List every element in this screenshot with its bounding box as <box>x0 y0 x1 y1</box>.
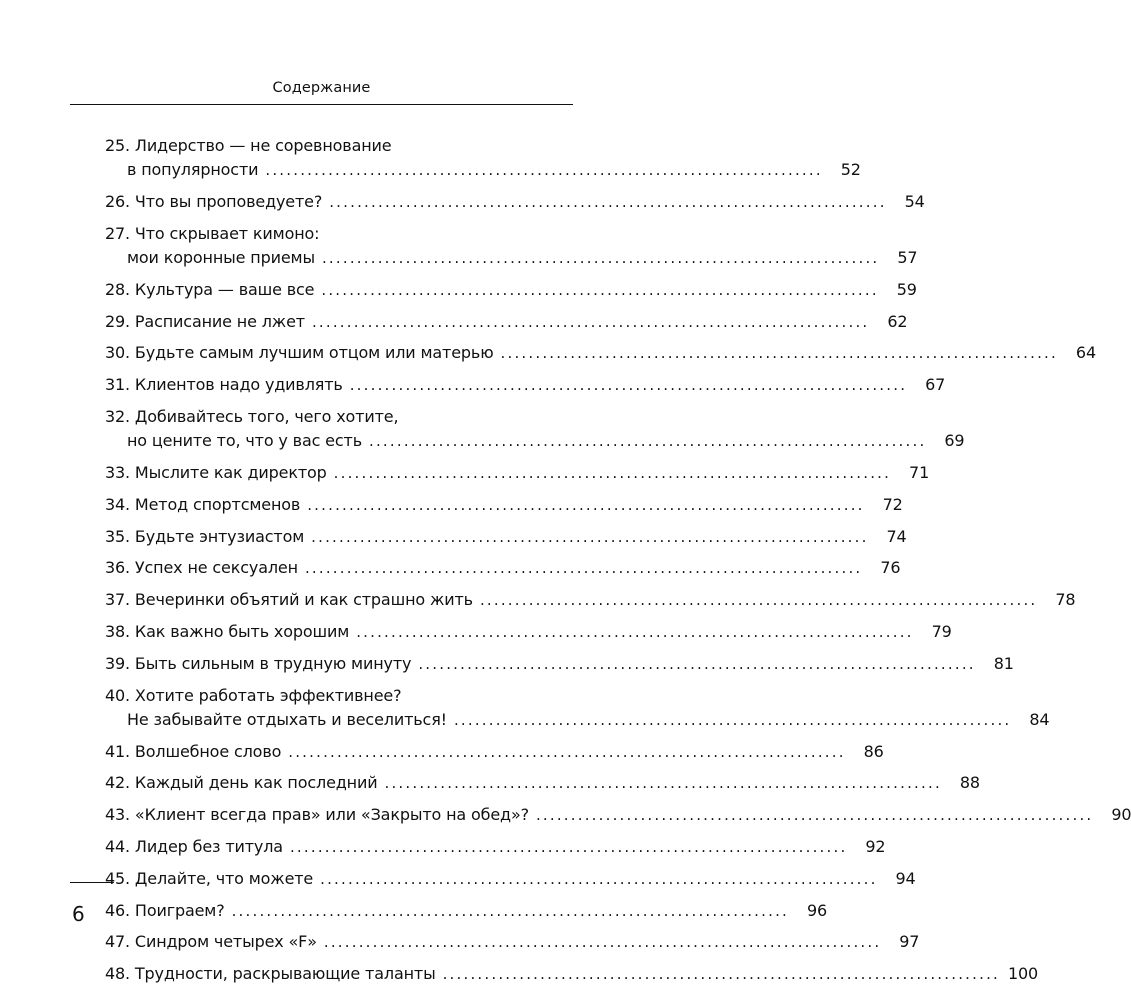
toc-leader-dots: ................................................................................ <box>500 344 1058 363</box>
toc-leader-dots: ................................................................................ <box>442 965 1001 984</box>
toc-entry-line-with-page <box>105 835 886 859</box>
toc-entry <box>105 493 903 517</box>
toc-entry-page: 59 <box>896 279 917 299</box>
toc-entry-page: 97 <box>899 932 920 952</box>
toc-entry-line-with-page <box>105 246 918 270</box>
toc-entry-line-with-page <box>105 556 901 580</box>
toc-entry-page: 90 <box>1111 805 1131 825</box>
toc-entry-title: 38. Как важно быть хорошим <box>105 621 350 641</box>
toc-entry-title: 42. Каждый день как последний <box>105 773 378 793</box>
toc-entry-page: 52 <box>840 160 861 179</box>
toc-leader-dots: ................................................................................ <box>356 622 914 641</box>
header-rule <box>70 104 573 105</box>
toc-leader-dots: ................................................................................ <box>329 193 887 211</box>
toc-entry-line <box>105 134 541 158</box>
toc-entry-title: 39. Быть сильным в трудную минуту <box>105 653 412 673</box>
toc-leader-dots: ................................................................................ <box>265 161 823 179</box>
toc-entry-line-with-page <box>105 803 1131 827</box>
toc-leader-dots: ................................................................................ <box>333 463 892 482</box>
toc-entry-title: 25. Лидерство — не соревнование <box>105 136 392 155</box>
toc-entry <box>105 556 901 580</box>
toc-entry-title: 30. Будьте самым лучшим отцом или матерью <box>105 343 494 363</box>
toc-entry-title: в популярности <box>127 160 259 179</box>
toc-entry-line-with-page <box>105 962 1039 986</box>
toc-entry <box>105 867 916 891</box>
toc-entry-title: 37. Вечеринки объятий и как страшно жить <box>105 590 473 610</box>
toc-entry-line-with-page <box>105 341 1096 365</box>
toc-leader-dots: ................................................................................ <box>418 654 976 673</box>
toc-entry-page: 69 <box>944 430 965 450</box>
toc-entry-title: 28. Культура — ваше все <box>105 279 315 299</box>
toc-entry-line-with-page <box>105 620 952 644</box>
toc-leader-dots: ................................................................................ <box>368 431 927 450</box>
toc-entry-page: 54 <box>904 192 925 211</box>
toc-leader-dots: ................................................................................ <box>311 527 869 546</box>
toc-entry-page: 72 <box>882 494 903 514</box>
toc-leader-dots: ................................................................................ <box>307 495 865 514</box>
toc-entry-line-with-page <box>105 867 916 891</box>
toc-entry-page: 86 <box>863 741 884 761</box>
toc-leader-dots: ................................................................................ <box>323 933 882 952</box>
toc-entry-title: 40. Хотите работать эффективнее? <box>105 685 402 705</box>
toc-entry <box>105 899 828 923</box>
toc-entry <box>105 588 1076 612</box>
toc-entry-line-with-page <box>105 310 908 334</box>
toc-leader-dots: ................................................................................ <box>453 710 1012 729</box>
toc-entry-page: 84 <box>1029 709 1050 729</box>
toc-entry <box>105 740 884 764</box>
toc-entry-page: 67 <box>925 375 946 395</box>
toc-entry <box>105 620 952 644</box>
toc-entry-title: Не забывайте отдыхать и веселиться! <box>127 709 447 729</box>
toc-entry-line-with-page <box>105 930 920 954</box>
toc-leader-dots: ................................................................................ <box>479 591 1038 610</box>
toc-entry-title: 43. «Клиент всегда прав» или «Закрыто на обед»? <box>105 805 529 825</box>
toc-entry-title: 31. Клиентов надо удивлять <box>105 375 343 395</box>
toc-entry-line-with-page <box>105 771 980 795</box>
toc-entry-page: 76 <box>880 558 901 578</box>
toc-entry-line-with-page <box>105 708 1050 732</box>
toc-entry-title: но цените то, что у вас есть <box>127 430 362 450</box>
toc-entry <box>105 930 920 954</box>
toc-entry-page: 71 <box>909 462 930 482</box>
toc-entry-page: 78 <box>1055 590 1076 610</box>
page-number: 6 <box>72 902 85 926</box>
toc-entry-line-with-page <box>105 373 946 397</box>
toc-leader-dots: ................................................................................ <box>320 869 878 888</box>
toc-entry <box>105 684 1050 732</box>
toc-leader-dots: ................................................................................ <box>321 248 880 267</box>
toc-entry-title: 29. Расписание не лжет <box>105 311 305 331</box>
toc-entry-title: 48. Трудности, раскрывающие таланты <box>105 964 436 984</box>
toc-entry-line <box>105 405 541 429</box>
toc-entry <box>105 803 1131 827</box>
toc-entry-title: 27. Что скрывает кимоно: <box>105 223 320 243</box>
toc-entry <box>105 835 886 859</box>
toc-entry-title: 26. Что вы проповедуете? <box>105 192 323 211</box>
toc-entry-line-with-page <box>105 525 907 549</box>
toc-entry <box>105 222 918 270</box>
toc-entry <box>105 771 980 795</box>
toc-entry-title: 45. Делайте, что можете <box>105 868 314 888</box>
table-of-contents <box>105 134 1131 994</box>
toc-entry-title: 35. Будьте энтузиастом <box>105 526 305 546</box>
toc-leader-dots: ................................................................................ <box>231 901 790 920</box>
toc-entry-line-with-page <box>105 588 1076 612</box>
toc-entry-line <box>105 684 541 708</box>
footer-rule <box>70 882 114 883</box>
toc-entry <box>105 461 930 485</box>
toc-entry <box>105 405 965 453</box>
toc-entry-page: 94 <box>895 868 916 888</box>
toc-entry-title: 44. Лидер без титула <box>105 836 283 856</box>
toc-leader-dots: ................................................................................ <box>384 774 942 793</box>
toc-entry <box>105 310 908 334</box>
toc-entry-page: 64 <box>1075 343 1096 363</box>
toc-entry <box>105 341 1096 365</box>
toc-entry <box>105 190 925 214</box>
toc-entry-line-with-page <box>105 429 965 453</box>
toc-entry-page: 79 <box>931 621 952 641</box>
toc-leader-dots: ................................................................................ <box>289 837 848 856</box>
toc-entry-line <box>105 222 541 246</box>
toc-entry-page: 57 <box>897 247 918 267</box>
toc-entry-title: 41. Волшебное слово <box>105 741 282 761</box>
toc-entry-title: 32. Добивайтесь того, чего хотите, <box>105 406 399 426</box>
toc-entry-line-with-page <box>105 190 925 214</box>
toc-entry-page: 81 <box>993 653 1014 673</box>
toc-entry-title: мои коронные приемы <box>127 247 315 267</box>
toc-entry-page: 96 <box>806 900 828 920</box>
toc-leader-dots: ................................................................................ <box>304 559 863 578</box>
toc-entry <box>105 652 1014 676</box>
toc-entry-page: 88 <box>959 773 980 793</box>
toc-leader-dots: ................................................................................ <box>535 806 1094 825</box>
toc-entry <box>105 525 907 549</box>
toc-entry <box>105 373 946 397</box>
toc-entry <box>105 962 1039 986</box>
toc-entry-title: 33. Мыслите как директор <box>105 462 327 482</box>
toc-leader-dots: ................................................................................ <box>321 280 879 299</box>
toc-entry-title: 47. Синдром четырех «F» <box>105 932 317 952</box>
toc-leader-dots: ................................................................................ <box>311 312 870 331</box>
toc-entry <box>105 134 861 182</box>
toc-entry-line-with-page <box>105 652 1014 676</box>
toc-leader-dots: ................................................................................ <box>288 742 846 761</box>
toc-leader-dots: ................................................................................ <box>349 376 908 395</box>
toc-entry-title: 46. Поиграем? <box>105 900 225 920</box>
toc-entry-line-with-page <box>105 899 828 923</box>
toc-entry-page: 100 <box>1007 964 1039 984</box>
toc-entry-title: 36. Успех не сексуален <box>105 558 298 578</box>
toc-entry-line-with-page <box>105 493 903 517</box>
toc-entry <box>105 278 917 302</box>
toc-entry-page: 74 <box>886 526 907 546</box>
toc-entry-line-with-page <box>105 461 930 485</box>
toc-entry-line-with-page <box>105 158 861 182</box>
running-header-title: Содержание <box>272 80 371 96</box>
toc-entry-title: 34. Метод спортсменов <box>105 494 301 514</box>
toc-entry-page: 62 <box>887 311 908 331</box>
toc-entry-page: 92 <box>865 836 886 856</box>
toc-entry-line-with-page <box>105 278 917 302</box>
toc-entry-line-with-page <box>105 740 884 764</box>
